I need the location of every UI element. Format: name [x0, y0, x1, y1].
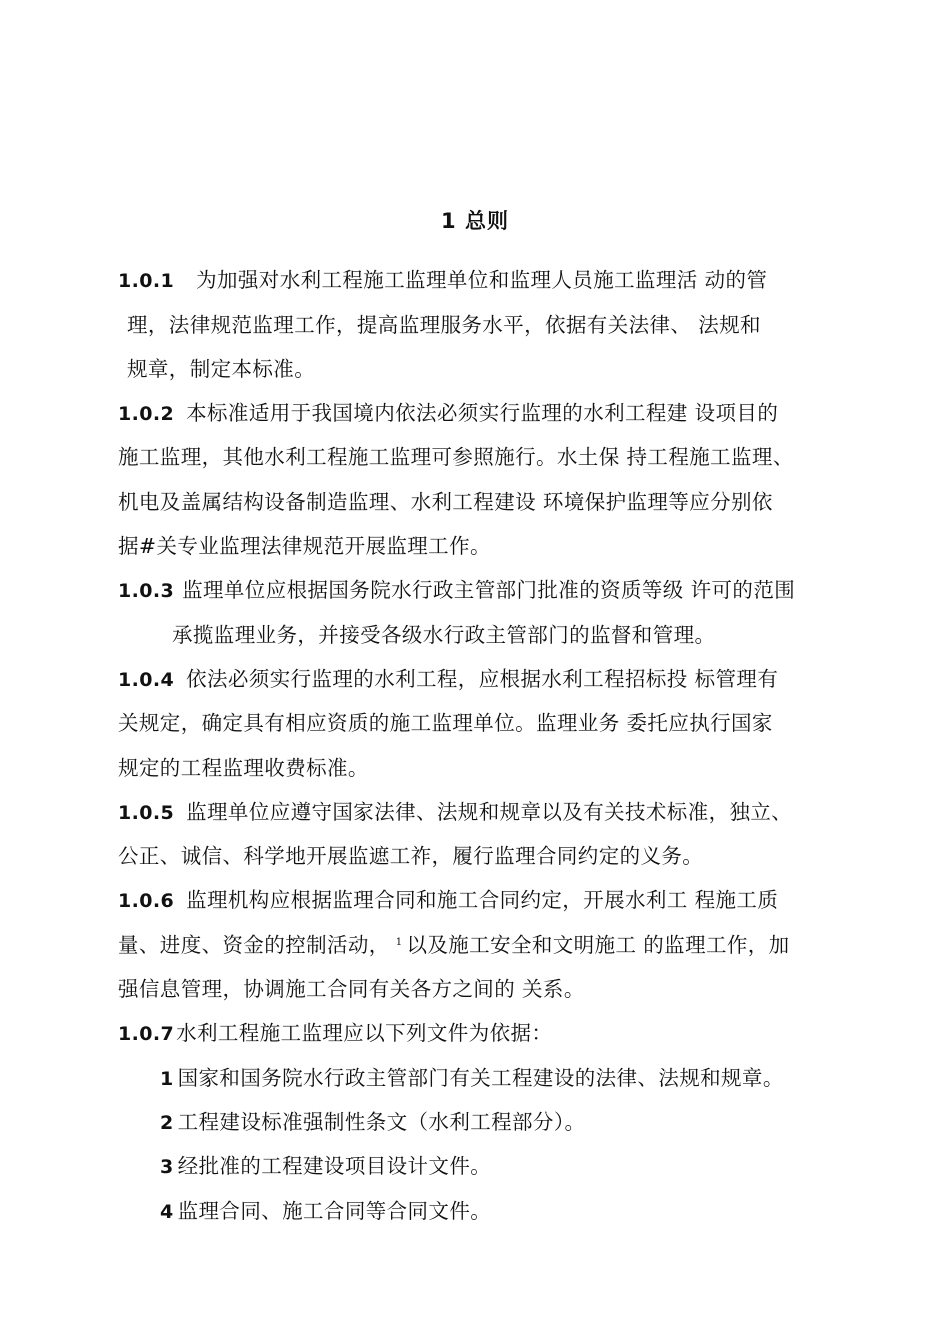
- list-item-number: 4: [160, 1201, 174, 1223]
- clause-1-0-1-line-3: 规章，制定本标准。: [127, 357, 316, 381]
- clause-text: 依法必须实行监理的水利工程，应根据水利工程招标投 标管理有: [186, 667, 779, 691]
- clause-text: 监理单位应遵守国家法律、法规和规章以及有关技术标准，独立、: [186, 800, 793, 824]
- clause-1-0-2-line-4: 据#关专业监理法律规范开展监理工作。: [118, 534, 491, 558]
- clause-1-0-1-line-1: [118, 265, 767, 296]
- clause-1-0-6-line-3: 强信息管理，协调施工合同有关各方之间的 关系。: [118, 977, 585, 1001]
- list-item: [160, 1151, 491, 1182]
- list-item-text: 经批准的工程建设项目设计文件。: [177, 1154, 492, 1178]
- section-title: 1 总则: [441, 209, 509, 233]
- clause-1-0-4-line-2: 关规定，确定具有相应资质的施工监理单位。监理业务 委托应执行国家: [118, 711, 773, 735]
- clause-1-0-2-line-1: [118, 398, 778, 429]
- list-item-number: 1: [160, 1068, 174, 1090]
- clause-text: 本标准适用于我国境内依法必须实行监理的水利工程建 设项目的: [186, 401, 779, 425]
- clause-1-0-2-line-2: 施工监理，其他水利工程施工监理可参照施行。水土保 持工程施工监理、: [118, 445, 794, 469]
- clause-number: 1.0.7: [118, 1023, 175, 1045]
- footnote-mark: 1: [395, 937, 403, 948]
- clause-text: 监理单位应根据国务院水行政主管部门批准的资质等级 许可的范围: [182, 578, 796, 602]
- clause-number: 1.0.4: [118, 669, 175, 691]
- list-item-number: 3: [160, 1156, 174, 1178]
- clause-number: 1.0.6: [118, 890, 175, 912]
- clause-1-0-3-line-1: [118, 575, 795, 606]
- clause-1-0-7-line-1: [118, 1018, 552, 1049]
- clause-1-0-5-line-1: [118, 797, 792, 828]
- clause-text: 水利工程施工监理应以下列文件为依据：: [176, 1021, 553, 1045]
- clause-number: 1.0.5: [118, 802, 175, 824]
- list-item-text: 工程建设标准强制性条文（水利工程部分）。: [177, 1110, 586, 1134]
- list-item: [160, 1107, 585, 1138]
- clause-number: 1.0.2: [118, 403, 175, 425]
- list-item-text: 监理合同、施工合同等合同文件。: [177, 1199, 492, 1223]
- clause-1-0-6-line-2: [118, 930, 790, 960]
- clause-text: 量、进度、资金的控制活动，: [118, 933, 390, 957]
- clause-1-0-4-line-1: [118, 664, 778, 695]
- list-item-text: 国家和国务院水行政主管部门有关工程建设的法律、法规和规章。: [177, 1066, 784, 1090]
- list-item: [160, 1196, 491, 1227]
- clause-text: 以及施工安全和文明施工 的监理工作，加: [406, 933, 790, 957]
- clause-1-0-6-line-1: [118, 885, 778, 916]
- clause-1-0-5-line-2: 公正、诚信、科学地开展监遮工祚，履行监理合同约定的义务。: [118, 844, 704, 868]
- clause-number: 1.0.1: [118, 270, 175, 292]
- clause-1-0-4-line-3: 规定的工程监理收费标准。: [118, 756, 369, 780]
- clause-number: 1.0.3: [118, 580, 175, 602]
- clause-text: 监理机构应根据监理合同和施工合同约定，开展水利工 程施工质: [186, 888, 779, 912]
- clause-1-0-2-line-3: 机电及盖属结构设备制造监理、水利工程建设 环境保护监理等应分别依: [118, 490, 773, 514]
- clause-1-0-3-line-2: 承揽监理业务，并接受各级水行政主管部门的监督和管理。: [172, 623, 716, 647]
- list-item-number: 2: [160, 1112, 174, 1134]
- clause-1-0-1-line-2: 理，法律规范监理工作，提高监理服务水平，依据有关法律、 法规和: [127, 313, 761, 337]
- list-item: [160, 1063, 784, 1094]
- clause-text: 为加强对水利工程施工监理单位和监理人员施工监理活 动的管: [196, 268, 768, 292]
